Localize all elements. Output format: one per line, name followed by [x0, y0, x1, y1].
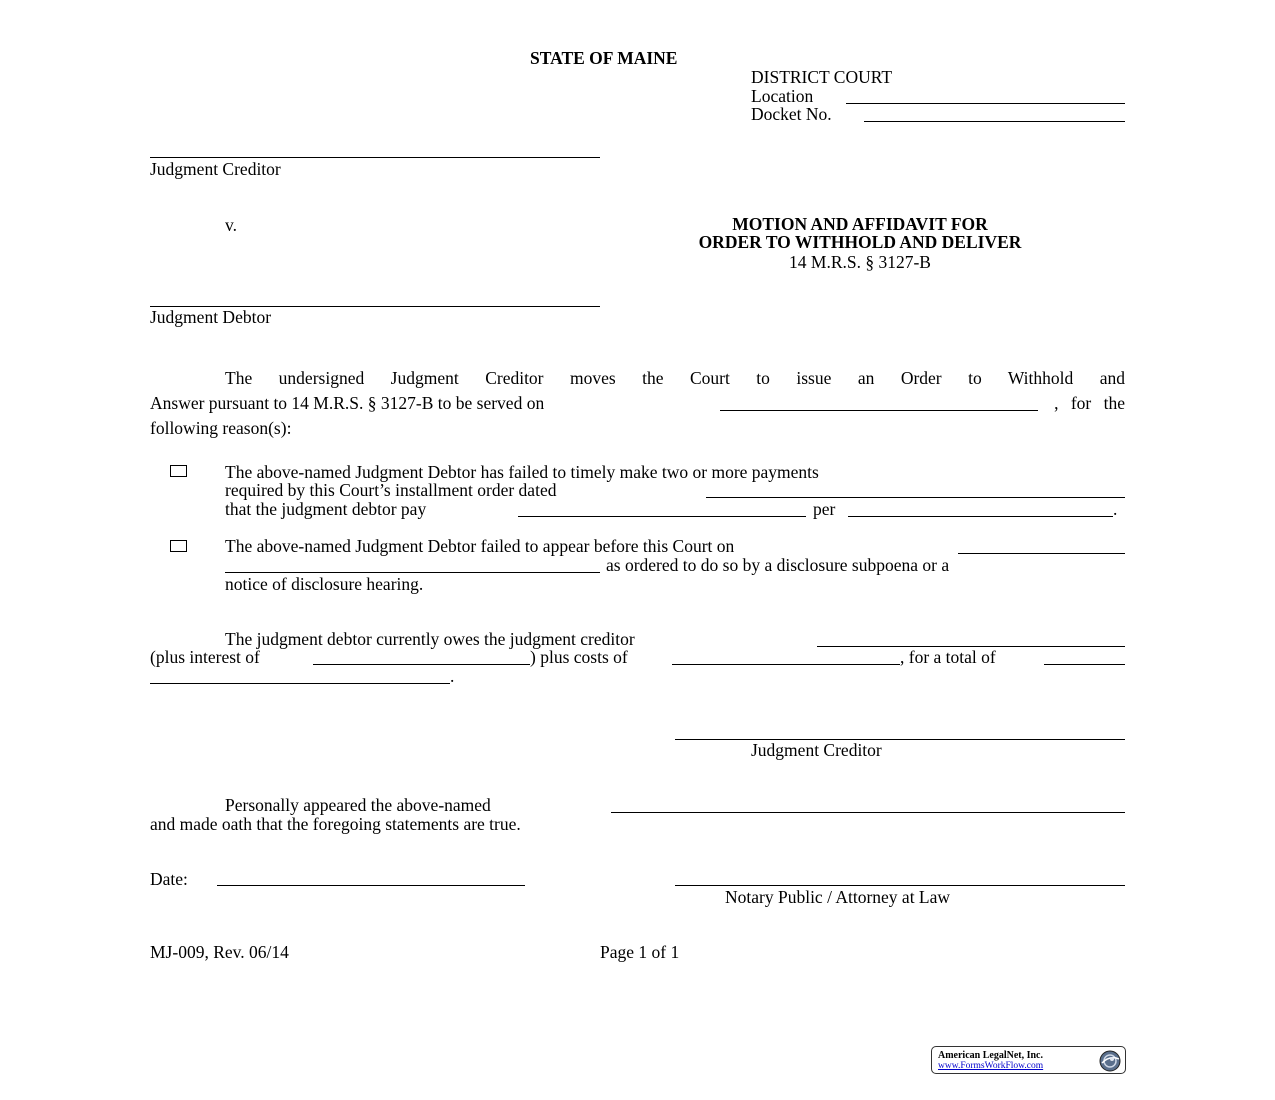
appearance-date-field-cont[interactable] — [225, 572, 600, 573]
total-field-cont[interactable] — [150, 683, 450, 684]
costs-field[interactable] — [672, 664, 900, 665]
intro-line2-b: , for the — [1054, 393, 1125, 413]
appearance-date-field[interactable] — [958, 553, 1125, 554]
state-heading: STATE OF MAINE — [530, 48, 678, 68]
intro-line1: The undersigned Judgment Creditor moves the Court to issue an Order to Withhold and — [225, 368, 1125, 388]
form-id: MJ-009, Rev. 06/14 — [150, 942, 289, 962]
oath-line1: Personally appeared the above-named — [225, 795, 491, 815]
interest-field[interactable] — [313, 664, 530, 665]
reason1-line2: required by this Court’s installment order dated — [225, 480, 557, 500]
court-name: DISTRICT COURT — [751, 67, 893, 87]
reason2-line2: as ordered to do so by a disclosure subpoena or a — [606, 555, 950, 575]
reason2-checkbox[interactable] — [170, 540, 187, 552]
served-on-field[interactable] — [720, 410, 1038, 411]
owed-line1: The judgment debtor currently owes the judgment creditor — [225, 629, 635, 649]
intro-line3: following reason(s): — [150, 418, 292, 438]
signature-creditor-label: Judgment Creditor — [751, 740, 882, 760]
reason1-line3-c: . — [1113, 499, 1118, 519]
statute-citation: 14 M.R.S. § 3127-B — [789, 252, 931, 272]
debtor-label: Judgment Debtor — [150, 307, 272, 327]
intro-line2-a: Answer pursuant to 14 M.R.S. § 3127-B to be served on — [150, 393, 545, 413]
reason1-line3-a: that the judgment debtor pay — [225, 499, 427, 519]
reason2-line3: notice of disclosure hearing. — [225, 574, 424, 594]
owed-line3-end: . — [450, 666, 455, 686]
owed-line2-b: ) plus costs of — [530, 647, 628, 667]
title-line1: MOTION AND AFFIDAVIT FOR — [732, 214, 988, 234]
notary-label: Notary Public / Attorney at Law — [725, 887, 951, 907]
payment-amount-field[interactable] — [518, 516, 806, 517]
creditor-label: Judgment Creditor — [150, 159, 281, 179]
publisher-url[interactable]: www.FormsWorkFlow.com — [938, 1061, 1044, 1071]
installment-date-field[interactable] — [706, 497, 1125, 498]
oath-name-field[interactable] — [611, 812, 1125, 813]
title-line2: ORDER TO WITHHOLD AND DELIVER — [698, 232, 1022, 252]
versus-label: v. — [225, 215, 237, 235]
total-field[interactable] — [1044, 664, 1125, 665]
location-label: Location — [751, 86, 814, 106]
publisher-name: American LegalNet, Inc. — [938, 1050, 1043, 1061]
date-field[interactable] — [217, 885, 525, 886]
date-label: Date: — [150, 869, 188, 889]
owed-line2-c: , for a total of — [900, 647, 996, 667]
notary-signature-field[interactable] — [675, 885, 1125, 886]
oath-line2: and made oath that the foregoing statements are true. — [150, 814, 521, 834]
reason1-checkbox[interactable] — [170, 465, 187, 477]
reason1-line3-b: per — [813, 499, 836, 519]
location-field[interactable] — [846, 103, 1125, 104]
publisher-badge[interactable] — [931, 1046, 1126, 1074]
owed-line2-a: (plus interest of — [150, 647, 260, 667]
page-number: Page 1 of 1 — [600, 942, 680, 962]
docket-label: Docket No. — [751, 104, 832, 124]
reason2-line1: The above-named Judgment Debtor failed to appear before this Court on — [225, 536, 735, 556]
payment-period-field[interactable] — [848, 516, 1113, 517]
creditor-name-field[interactable] — [150, 157, 600, 158]
reason1-line1: The above-named Judgment Debtor has failed to timely make two or more payments — [225, 462, 819, 482]
globe-icon — [1098, 1049, 1122, 1073]
creditor-signature-field[interactable] — [675, 739, 1125, 740]
docket-field[interactable] — [864, 121, 1125, 122]
